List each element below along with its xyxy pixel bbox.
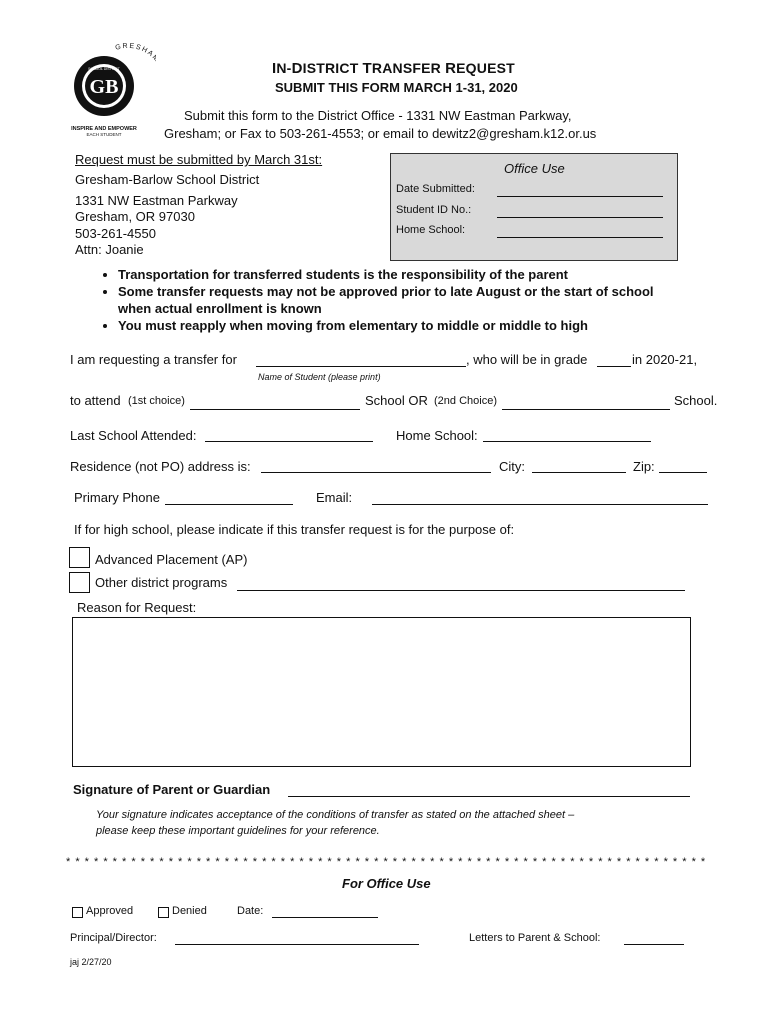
guideline-item: • You must reapply when moving from elementary to middle or middle to high — [118, 317, 678, 334]
city-field[interactable] — [532, 472, 626, 473]
second-choice-hint: (2nd Choice) — [434, 395, 497, 407]
ap-label: Advanced Placement (AP) — [95, 552, 248, 567]
signature-note-2: please keep these important guidelines for your reference. — [96, 825, 380, 837]
date-field[interactable] — [272, 917, 378, 918]
address-line: 1331 NW Eastman Parkway — [75, 193, 238, 208]
instructions-line-1: Submit this form to the District Office - 1331 NW Eastman Parkway, — [184, 108, 572, 123]
guideline-item: • Transportation for transferred students is the responsibility of the parent — [118, 266, 678, 283]
school-or-label: School OR — [365, 393, 428, 408]
student-name-hint: Name of Student (please print) — [258, 372, 381, 382]
student-id-line[interactable] — [497, 217, 663, 218]
zip-label: Zip: — [633, 459, 655, 474]
residence-field[interactable] — [261, 472, 491, 473]
home-school-field[interactable] — [483, 441, 651, 442]
hs-purpose-text: If for high school, please indicate if this transfer request is for the purpose of: — [74, 522, 515, 537]
signature-label: Signature of Parent or Guardian — [73, 782, 271, 797]
logo-subtagline: EACH STUDENT — [86, 132, 122, 136]
letters-label: Letters to Parent & School: — [469, 932, 601, 944]
guidelines-list — [98, 266, 678, 334]
district-logo — [64, 40, 156, 136]
student-name-field[interactable] — [256, 366, 466, 367]
second-choice-field[interactable] — [502, 409, 670, 410]
denied-checkbox[interactable] — [158, 907, 169, 918]
other-programs-label: Other district programs — [95, 575, 228, 590]
home-school-office-line[interactable] — [497, 237, 663, 238]
first-choice-hint: (1st choice) — [128, 395, 185, 407]
attend-label: to attend — [70, 393, 121, 408]
date-submitted-line[interactable] — [497, 196, 663, 197]
address-line: Gresham-Barlow School District — [75, 172, 260, 187]
year-label: in 2020-21, — [632, 352, 698, 367]
principal-field[interactable] — [175, 944, 419, 945]
office-use-box — [390, 153, 678, 261]
last-school-field[interactable] — [205, 441, 373, 442]
signature-field[interactable] — [288, 796, 690, 797]
form-subtitle: SUBMIT THIS FORM MARCH 1-31, 2020 — [275, 80, 518, 95]
letters-field[interactable] — [624, 944, 684, 945]
guideline-item: • Some transfer requests may not be approved prior to late August or the start of school when actual enrollment is known — [118, 283, 678, 317]
version-stamp: jaj 2/27/20 — [70, 957, 112, 967]
ap-checkbox[interactable] — [69, 547, 90, 568]
student-id-label: Student ID No.: — [396, 204, 472, 216]
footer-office-use-title: For Office Use — [342, 876, 431, 891]
home-school-label: Home School: — [396, 428, 478, 443]
address-line: Gresham, OR 97030 — [75, 209, 195, 224]
reason-textarea[interactable] — [72, 617, 691, 767]
logo-arc-text: GRESHA — [114, 42, 156, 59]
instructions-line-2: Gresham; or Fax to 503-261-4553; or email to dewitz2@gresham.k12.or.us — [164, 126, 597, 141]
date-label: Date: — [237, 905, 264, 917]
address-line: Attn: Joanie — [75, 242, 144, 257]
zip-field[interactable] — [659, 472, 707, 473]
denied-label: Denied — [172, 905, 207, 917]
first-choice-field[interactable] — [190, 409, 360, 410]
reason-label: Reason for Request: — [77, 600, 197, 615]
residence-label: Residence (not PO) address is: — [70, 459, 251, 474]
requesting-label: I am requesting a transfer for — [70, 352, 237, 367]
last-school-label: Last School Attended: — [70, 428, 197, 443]
logo-inner-text: SCHOOL DISTRICT — [88, 67, 120, 71]
star-divider: * * * * * * * * * * * * * * * * * * * * * * * * * * * * * * * * * * * * * * * * * * * * * * * * * * * * * * * * * * * * * * * * * * * * * — [66, 856, 707, 868]
other-programs-field[interactable] — [237, 590, 685, 591]
deadline-text: Request must be submitted by March 31st: — [75, 152, 323, 167]
approved-checkbox[interactable] — [72, 907, 83, 918]
grade-field[interactable] — [597, 366, 631, 367]
grade-label: , who will be in grade — [466, 352, 588, 367]
phone-label: Primary Phone — [74, 490, 160, 505]
logo-monogram: GB — [89, 76, 119, 98]
other-programs-checkbox[interactable] — [69, 572, 90, 593]
phone-field[interactable] — [165, 504, 293, 505]
address-line: 503-261-4550 — [75, 226, 156, 241]
form-title: IN-DISTRICT TRANSFER REQUEST — [272, 60, 515, 77]
city-label: City: — [499, 459, 525, 474]
approved-label: Approved — [86, 905, 134, 917]
email-field[interactable] — [372, 504, 708, 505]
email-label: Email: — [316, 490, 353, 505]
office-use-title: Office Use — [504, 161, 565, 176]
logo-tagline: INSPIRE AND EMPOWER — [71, 126, 137, 132]
school-end-label: School. — [674, 393, 718, 408]
date-submitted-label: Date Submitted: — [396, 183, 475, 195]
principal-label: Principal/Director: — [70, 932, 157, 944]
home-school-label: Home School: — [396, 224, 466, 236]
signature-note-1: Your signature indicates acceptance of the conditions of transfer as stated on the attached sheet – — [96, 809, 575, 821]
